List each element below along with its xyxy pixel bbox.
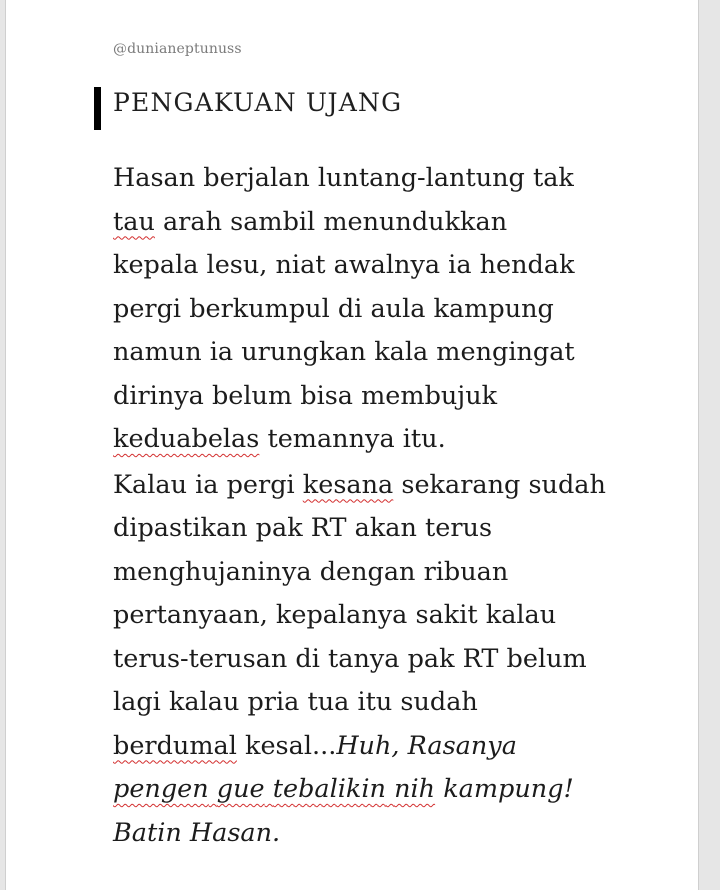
misspelled-word[interactable]: tebalikin [272, 774, 386, 804]
text-line [113, 638, 673, 682]
text-segment: Hasan berjalan luntang-lantung tak [113, 163, 574, 193]
paragraph-2 [113, 464, 673, 856]
text-line [113, 244, 673, 288]
text-line [113, 331, 673, 375]
misspelled-word[interactable]: nih [394, 774, 436, 804]
text-line [113, 681, 673, 725]
text-segment: arah sambil menundukkan [154, 206, 508, 237]
misspelled-word[interactable]: kesana [302, 469, 394, 500]
text-line [113, 507, 673, 551]
author-handle: @dunianeptunuss [113, 41, 242, 57]
heading-accent-bar [94, 87, 101, 130]
text-line [113, 812, 673, 856]
text-line [113, 418, 673, 462]
text-line [113, 464, 673, 508]
text-segment: pertanyaan, kepalanya sakit kalau [113, 600, 557, 630]
text-line [113, 551, 673, 595]
document-page [5, 0, 699, 890]
text-segment [265, 774, 273, 804]
text-segment: menghujaninya dengan ribuan [113, 556, 509, 587]
text-line [113, 375, 673, 419]
text-segment: lagi kalau pria tua itu sudah [113, 687, 478, 717]
misspelled-word[interactable]: gue [216, 774, 265, 804]
text-segment: kepala lesu, niat awalnya ia hendak [113, 250, 575, 280]
text-line [113, 201, 673, 245]
text-segment: pergi berkumpul di aula kampung [113, 293, 554, 324]
text-segment: kampung! [435, 774, 574, 804]
misspelled-word[interactable]: pengen [113, 774, 209, 804]
paragraph-1 [113, 157, 673, 462]
text-segment [386, 774, 394, 804]
text-segment: dipastikan pak RT akan terus [113, 513, 493, 543]
text-line [113, 157, 673, 201]
text-segment [209, 774, 217, 804]
text-line [113, 768, 673, 812]
misspelled-word[interactable]: tau [113, 206, 155, 237]
text-line [113, 594, 673, 638]
text-segment: dirinya belum bisa membujuk [113, 380, 498, 411]
misspelled-word[interactable]: keduabelas [113, 424, 260, 454]
scrollbar-gutter [700, 0, 720, 890]
text-segment: Kalau ia pergi [113, 469, 303, 500]
italic-exclamation: Huh, Rasanya [336, 730, 517, 761]
text-segment: kesal... [236, 730, 337, 761]
text-segment: namun ia urungkan kala mengingat [113, 337, 575, 367]
text-segment: temannya itu. [259, 424, 446, 454]
italic-text: Batin Hasan. [113, 817, 281, 848]
misspelled-word[interactable]: berdumal [113, 730, 237, 761]
text-line [113, 288, 673, 332]
text-segment: sekarang sudah [393, 469, 606, 500]
page-title: PENGAKUAN UJANG [113, 88, 403, 117]
text-segment: terus-terusan di tanya pak RT belum [113, 643, 587, 674]
text-line [113, 725, 673, 769]
story-body [113, 157, 673, 855]
